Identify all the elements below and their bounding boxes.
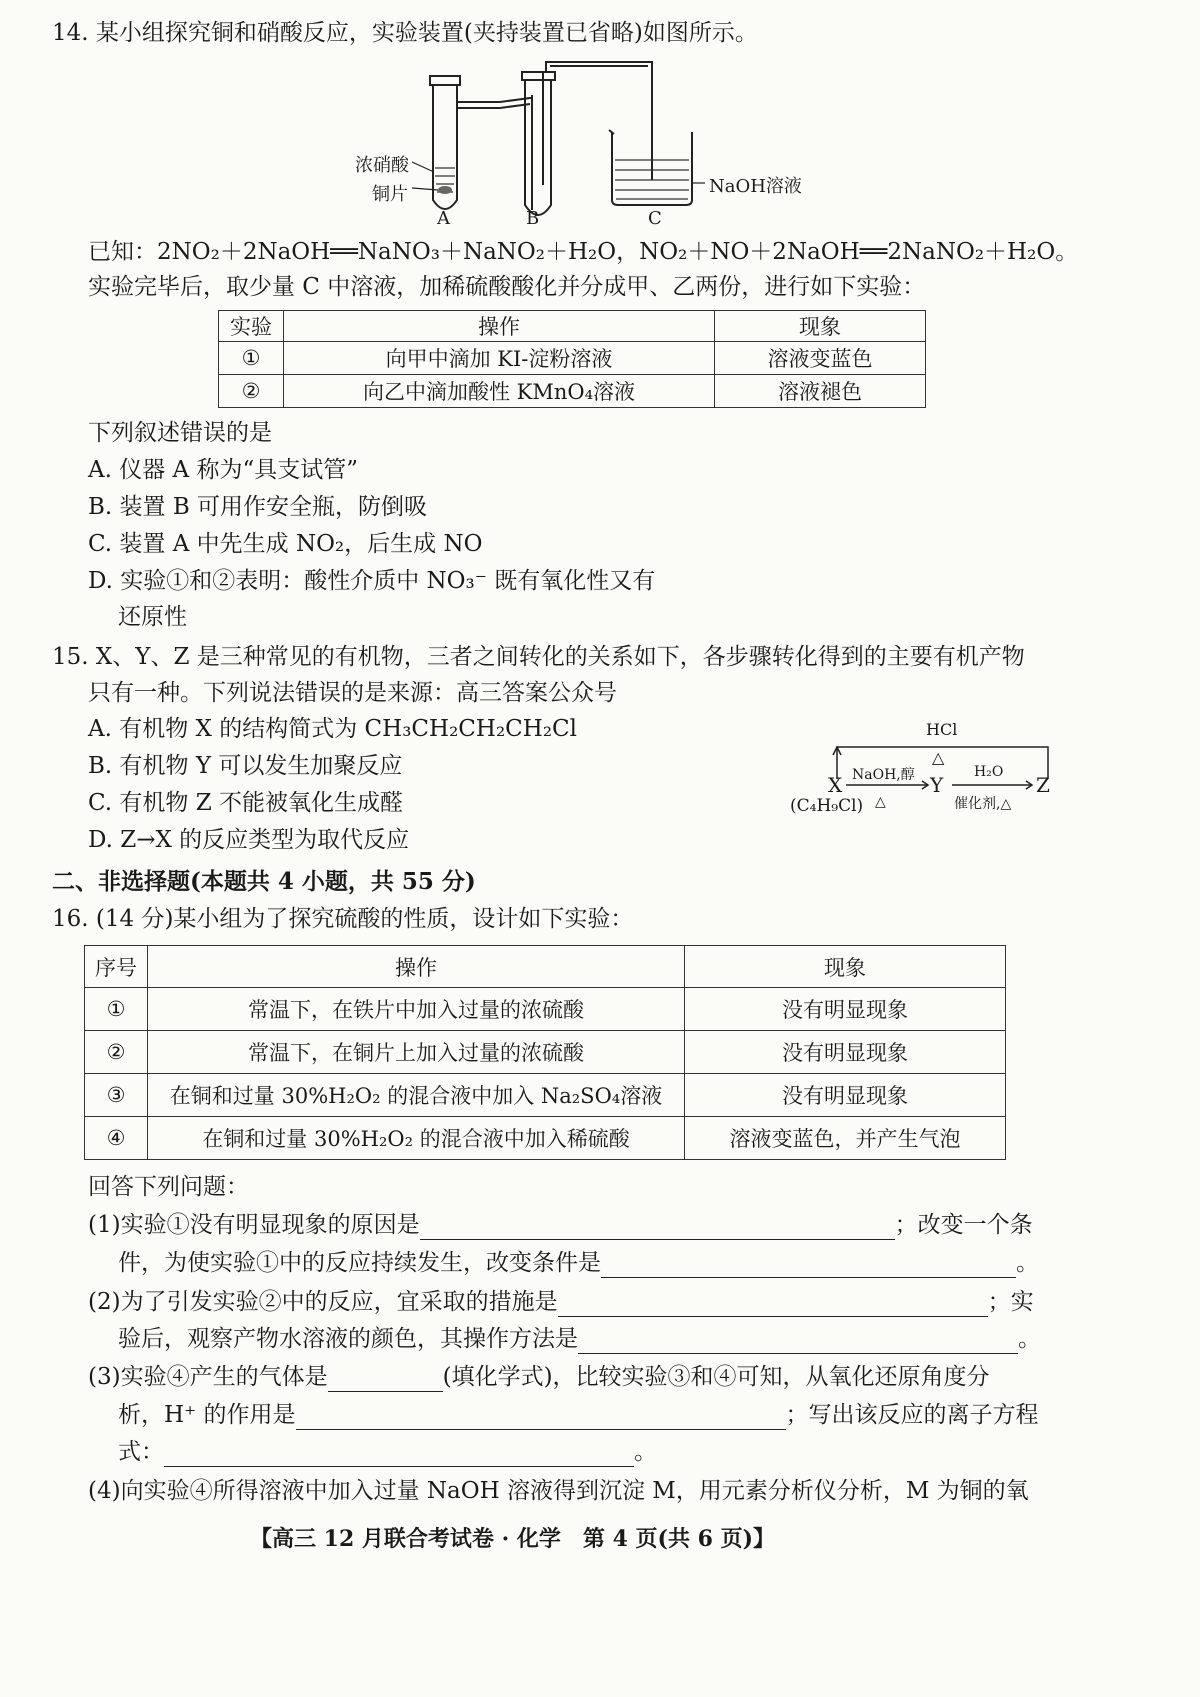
table-cell: 向乙中滴加酸性 KMnO₄溶液 [284,375,715,408]
scheme-y: Y [930,773,944,797]
q16-part4-line1: (4)向实验④所得溶液中加入过量 NaOH 溶液得到沉淀 M，用元素分析仪分析，M 为铜的氧 [88,1478,1029,1504]
q14-option-d: D. 实验①和②表明：酸性介质中 NO₃⁻ 既有氧化性又有 [88,568,656,594]
table-cell: 在铜和过量 30%H₂O₂ 的混合液中加入 Na₂SO₄溶液 [148,1074,685,1117]
q16-part2-text-a: (2)为了引发实验②中的反应，宜采取的措施是 [88,1289,558,1315]
q15-option-c: C. 有机物 Z 不能被氧化生成醛 [88,790,404,816]
q16-part1-text-c: 件，为使实验①中的反应持续发生，改变条件是 [118,1250,601,1276]
table-header: 操作 [148,946,685,988]
q14-apparatus-figure [360,50,840,235]
answer-blank-3a[interactable] [328,1369,443,1392]
scheme-formula: (C₄H₉Cl) [790,796,864,816]
scheme-z: Z [1036,773,1050,797]
scheme-x: X [828,773,843,797]
q16-part3-text-c: 析，H⁺ 的作用是 [118,1402,296,1428]
q14-option-c: C. 装置 A 中先生成 NO₂，后生成 NO [88,531,483,557]
q15-stem-2: 只有一种。下列说法错误的是来源：高三答案公众号 [88,680,617,706]
scheme-cond2-top: H₂O [974,764,1004,780]
label-copper-sheet: 铜片 [372,184,408,205]
q16-part1-text-a: (1)实验①没有明显现象的原因是 [88,1212,420,1238]
table-cell: 溶液变蓝色，并产生气泡 [685,1117,1006,1160]
q16-part1-text-b: ；改变一个条 [894,1212,1033,1238]
q16-part1-line2 [118,1248,1039,1278]
scheme-cond1: NaOH,醇 [852,767,915,783]
q16-part3-text-b: (填化学式)，比较实验③和④可知，从氧化还原角度分 [442,1364,990,1390]
table-cell: ① [85,988,148,1031]
table-cell: 在铜和过量 30%H₂O₂ 的混合液中加入稀硫酸 [148,1117,685,1160]
q14-stem: 14. 某小组探究铜和硝酸反应，实验装置(夹持装置已省略)如图所示。 [52,20,758,46]
q14-question: 下列叙述错误的是 [88,420,272,446]
scheme-cond2-bottom: 催化剂,△ [954,796,1012,812]
q16-part3-text-d: ；写出该反应的离子方程 [785,1402,1039,1428]
q14-option-a: A. 仪器 A 称为“具支试管” [88,457,358,483]
scheme-hcl-label: HCl [926,720,958,739]
answer-blank-2a[interactable] [558,1294,988,1317]
answer-blank-1a[interactable] [420,1217,895,1240]
q16-part2-text-d: 。 [1018,1326,1041,1352]
table-header: 现象 [685,946,1006,988]
table-row [85,1074,1006,1117]
label-apparatus-c: C [648,208,662,229]
table-cell: 常温下，在铜片上加入过量的浓硫酸 [148,1031,685,1074]
q16-experiment-table [84,945,1006,1160]
q16-part3-line2 [118,1400,1039,1430]
label-naoh-solution: NaOH溶液 [709,176,802,197]
q15-option-d: D. Z→X 的反应类型为取代反应 [88,827,410,853]
q16-part2-line1 [88,1287,1034,1317]
scheme-delta-top: △ [932,748,945,767]
answer-blank-2b[interactable] [578,1331,1018,1354]
q14-intro: 实验完毕后，取少量 C 中溶液，加稀硫酸酸化并分成甲、乙两份，进行如下实验： [88,274,926,300]
table-cell: 没有明显现象 [685,988,1006,1031]
q14-known-equations: 已知：2NO₂＋2NaOH══NaNO₃＋NaNO₂＋H₂O，NO₂＋NO＋2NaOH══2NaNO₂＋H₂O。 [88,239,1079,265]
table-cell: 溶液褪色 [715,375,926,408]
table-cell: 没有明显现象 [685,1031,1006,1074]
table-cell: ④ [85,1117,148,1160]
table-cell: 常温下，在铁片中加入过量的浓硫酸 [148,988,685,1031]
q14-option-d-cont: 还原性 [118,604,187,630]
answer-blank-3c[interactable] [164,1444,634,1467]
q15-option-b: B. 有机物 Y 可以发生加聚反应 [88,753,403,779]
answer-blank-3b[interactable] [296,1407,786,1430]
q16-stem: 16. (14 分)某小组为了探究硫酸的性质，设计如下实验： [52,906,634,932]
table-header: 现象 [715,311,926,342]
table-cell: 没有明显现象 [685,1074,1006,1117]
table-cell: 向甲中滴加 KI-淀粉溶液 [284,342,715,375]
q16-part3-line1 [88,1362,990,1392]
table-cell: ③ [85,1074,148,1117]
q15-option-a: A. 有机物 X 的结构简式为 CH₃CH₂CH₂CH₂Cl [88,716,577,742]
label-conc-nitric-acid: 浓硝酸 [355,155,409,176]
q15-stem-1: 15. X、Y、Z 是三种常见的有机物，三者之间转化的关系如下，各步骤转化得到的主要有机产物 [52,644,1025,670]
q16-answer-prompt: 回答下列问题： [88,1174,249,1200]
q16-part3-line3 [118,1437,657,1467]
q16-part1-text-d: 。 [1016,1250,1039,1276]
table-row [85,988,1006,1031]
table-row [85,1117,1006,1160]
page-footer: 【高三 12 月联合考试卷 · 化学 第 4 页(共 6 页)】 [250,1526,775,1552]
answer-blank-1b[interactable] [601,1255,1016,1278]
table-cell: 溶液变蓝色 [715,342,926,375]
q16-part3-text-a: (3)实验④产生的气体是 [88,1364,328,1390]
table-row [219,342,926,375]
table-cell: ① [219,342,284,375]
table-row [85,1031,1006,1074]
table-header: 实验 [219,311,284,342]
table-cell: ② [85,1031,148,1074]
label-apparatus-a: A [437,208,450,229]
q16-part3-text-f: 。 [634,1439,657,1465]
q16-part2-text-c: 验后，观察产物水溶液的颜色，其操作方法是 [118,1326,578,1352]
q16-part2-line2 [118,1324,1041,1354]
label-apparatus-b: B [526,208,540,229]
q16-part2-text-b: ；实 [987,1289,1034,1315]
table-cell: ② [219,375,284,408]
table-header: 序号 [85,946,148,988]
section-2-heading: 二、非选择题(本题共 4 小题，共 55 分) [52,868,476,895]
q16-part1-line1 [88,1210,1033,1240]
q14-experiment-table [218,310,926,408]
table-row [219,375,926,408]
q16-part3-text-e: 式： [118,1439,164,1465]
q14-option-b: B. 装置 B 可用作安全瓶，防倒吸 [88,494,428,520]
scheme-cond1-delta: △ [875,794,886,810]
table-header: 操作 [284,311,715,342]
